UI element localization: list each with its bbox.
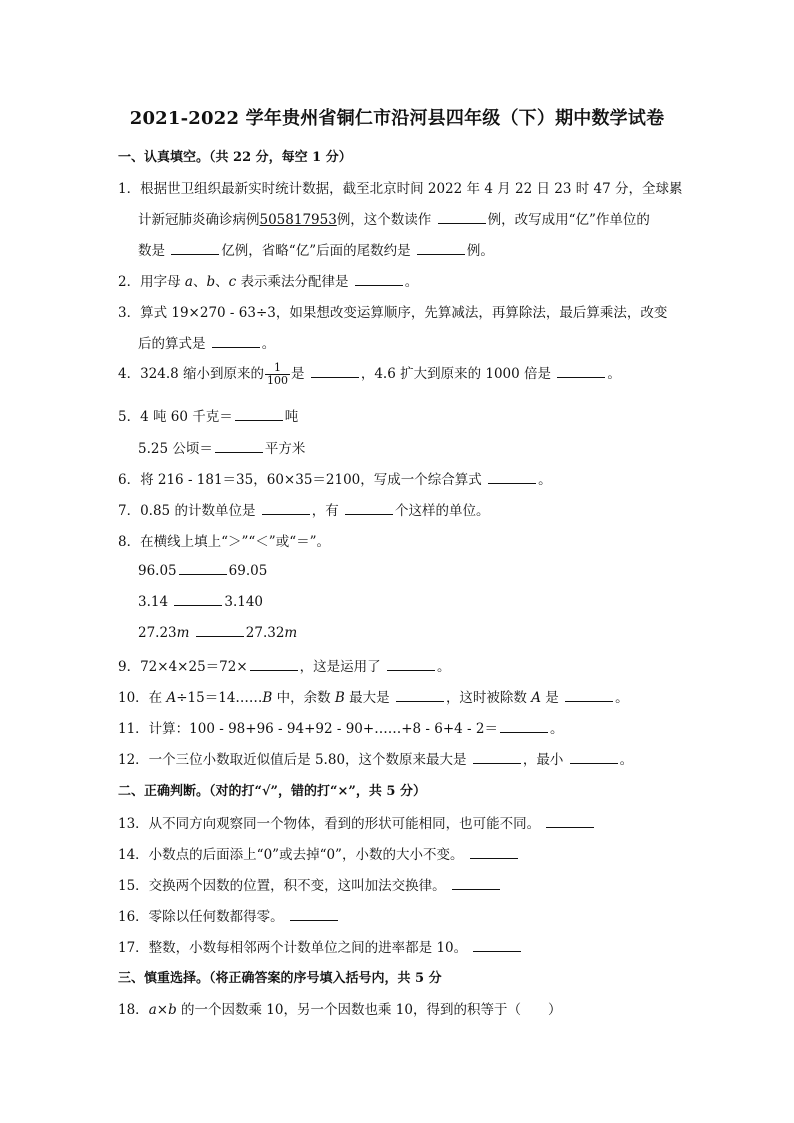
- answer-blank[interactable]: [196, 624, 244, 637]
- answer-blank[interactable]: [570, 751, 618, 764]
- q4-text: ，4.6 扩大到原来的 1000 倍是: [360, 366, 552, 382]
- compare-left: 96.05: [138, 563, 177, 579]
- answer-blank[interactable]: [290, 908, 338, 921]
- q4-text: 4．324.8 缩小到原来的: [118, 366, 265, 382]
- q12-text: 12．一个三位小数取近似值后是 5.80，这个数原来最大是: [118, 752, 467, 768]
- question-4: [118, 362, 621, 387]
- q12-end: 。: [619, 752, 634, 768]
- q4-text: 是: [291, 366, 305, 382]
- q17-text: 17．整数，小数每相邻两个计数单位之间的进率都是 10。: [118, 940, 468, 956]
- fraction-numerator: 1: [265, 362, 290, 375]
- q7-text: ，有: [311, 503, 339, 519]
- compare-right: 27.32: [245, 625, 285, 641]
- q1-text-a: 计新冠肺炎确诊病例: [138, 212, 260, 228]
- var-B: B: [334, 690, 345, 706]
- compare-left: 3.14: [138, 594, 169, 610]
- question-11: [118, 717, 563, 737]
- question-1-line-3: [138, 239, 494, 259]
- compare-left: 27.23: [138, 625, 177, 641]
- q10-text: 最大是: [344, 690, 390, 706]
- question-8-row-2: [138, 593, 263, 610]
- q5-text: 5.25 公顷＝: [138, 441, 213, 457]
- answer-blank[interactable]: [452, 877, 500, 890]
- question-8: 8．在横线上填上“＞”“＜”或“＝”。: [118, 534, 330, 550]
- q1-text-f: 例。: [466, 243, 494, 259]
- q3-end: 。: [261, 336, 276, 352]
- q6-text: 6．将 216 - 181＝35，60×35＝2100，写成一个综合算式: [118, 472, 482, 488]
- answer-blank[interactable]: [396, 689, 444, 702]
- answer-blank[interactable]: [250, 658, 298, 671]
- times-sign: ×: [156, 1002, 169, 1018]
- answer-blank[interactable]: [565, 689, 613, 702]
- fraction-denominator: 100: [267, 374, 289, 387]
- q9-text: ，这是运用了: [299, 659, 381, 675]
- q7-end: 个这样的单位。: [395, 503, 490, 519]
- section-1-heading: 一、认真填空。（共 22 分，每空 1 分）: [118, 150, 352, 165]
- compare-right: 69.05: [228, 563, 268, 579]
- q10-text: 是: [540, 690, 559, 706]
- question-14: [118, 843, 520, 863]
- q2-var-c: c: [228, 274, 237, 290]
- q1-case-number: 505817953: [259, 212, 337, 228]
- q5-unit: 吨: [284, 409, 299, 425]
- answer-blank[interactable]: [387, 658, 435, 671]
- var-A: A: [166, 690, 177, 706]
- var-A: A: [531, 690, 541, 706]
- q7-text: 7．0.85 的计数单位是: [118, 503, 256, 519]
- answer-blank[interactable]: [355, 273, 403, 286]
- answer-blank[interactable]: [262, 502, 310, 515]
- q11-text: 11．计算：100 - 98+96 - 94+92 - 90+……+8 - 6+4 - 2＝: [118, 721, 498, 737]
- q2-sep: 、: [215, 274, 229, 290]
- question-5-line-1: [118, 405, 298, 425]
- answer-blank[interactable]: [500, 720, 548, 733]
- q2-end: 。: [404, 274, 419, 290]
- answer-blank[interactable]: [174, 593, 222, 606]
- q5-unit: 平方米: [264, 441, 306, 457]
- q2-var-b: b: [206, 274, 216, 290]
- answer-blank[interactable]: [179, 562, 227, 575]
- fraction: [265, 362, 290, 387]
- answer-blank[interactable]: [171, 242, 219, 255]
- q2-sep: 、: [192, 274, 207, 290]
- question-8-row-3: [138, 624, 297, 641]
- question-5-line-2: [138, 437, 305, 457]
- question-1-line-1: 1．根据世卫组织最新实时统计数据，截至北京时间 2022 年 4 月 22 日 23 时 47 分，全球累: [118, 181, 683, 197]
- answer-blank[interactable]: [470, 846, 518, 859]
- q1-text-b: 例，这个数读作: [336, 212, 432, 228]
- answer-blank[interactable]: [488, 471, 536, 484]
- q18-text: 18．: [118, 1002, 149, 1018]
- question-12: [118, 748, 633, 768]
- compare-left-unit: m: [176, 625, 190, 641]
- question-7: [118, 499, 490, 519]
- q2-text: 2．用字母: [118, 274, 185, 290]
- q10-expression: ÷15＝14……: [176, 690, 263, 706]
- q4-end: 。: [607, 366, 621, 382]
- q13-text: 13．从不同方向观察同一个物体，看到的形状可能相同，也可能不同。: [118, 816, 541, 832]
- question-13: [118, 812, 596, 832]
- q9-end: 。: [436, 659, 451, 675]
- q11-end: 。: [549, 721, 564, 737]
- answer-blank[interactable]: [235, 408, 283, 421]
- q1-text-c: 例，改写成用“亿”作单位的: [487, 212, 650, 228]
- answer-blank[interactable]: [417, 242, 465, 255]
- q15-text: 15．交换两个因数的位置，积不变，这叫加法交换律。: [118, 878, 446, 894]
- q9-text: 9．72×4×25＝72×: [118, 659, 248, 675]
- q16-text: 16．零除以任何数都得零。: [118, 909, 284, 925]
- question-3-line-2: [138, 332, 275, 352]
- question-1-line-2: [138, 208, 650, 228]
- q2-var-a: a: [184, 274, 193, 290]
- answer-blank[interactable]: [212, 335, 260, 348]
- var-B: B: [262, 690, 273, 706]
- var-b: b: [168, 1002, 177, 1018]
- q10-end: 。: [615, 690, 629, 706]
- answer-blank[interactable]: [546, 815, 594, 828]
- section-2-heading: 二、正确判断。（对的打“√”，错的打“×”，共 5 分）: [118, 784, 426, 799]
- compare-right: 3.140: [224, 594, 264, 610]
- question-10: [118, 686, 629, 706]
- question-17: [118, 936, 523, 956]
- section-3-heading: 三、慎重选择。（将正确答案的序号填入括号内，共 5 分: [118, 971, 442, 986]
- question-16: [118, 905, 340, 925]
- question-9: [118, 655, 450, 675]
- question-3-line-1: 3．算式 19×270 - 63÷3，如果想改变运算顺序，先算减法，再算除法，最后算乘法，改变: [118, 305, 668, 321]
- q14-text: 14．小数点的后面添上“0”或去掉“0”，小数的大小不变。: [118, 847, 464, 863]
- q10-text: ，这时被除数: [445, 690, 532, 706]
- q6-end: 。: [538, 472, 552, 488]
- answer-blank[interactable]: [557, 365, 605, 378]
- q10-text: 中，余数: [272, 690, 335, 706]
- answer-blank[interactable]: [438, 211, 486, 224]
- answer-blank[interactable]: [473, 939, 521, 952]
- answer-blank[interactable]: [345, 502, 393, 515]
- q1-text-e: 亿例，省略“亿”后面的尾数约是: [221, 243, 411, 259]
- answer-blank[interactable]: [311, 365, 359, 378]
- question-15: [118, 874, 502, 894]
- compare-right-unit: m: [284, 625, 298, 641]
- page-title: 2021-2022 学年贵州省铜仁市沿河县四年级（下）期中数学试卷: [129, 108, 665, 129]
- question-8-row-1: [138, 562, 267, 579]
- q10-text: 10．在: [118, 690, 167, 706]
- q2-text: 表示乘法分配律是: [236, 274, 349, 290]
- question-2: [118, 270, 418, 290]
- q1-text-d: 数是: [138, 243, 165, 259]
- question-18: [118, 998, 561, 1018]
- var-a: a: [148, 1002, 157, 1018]
- q3-text: 后的算式是: [138, 336, 206, 352]
- question-6: [118, 468, 552, 488]
- q18-text: 的一个因数乘 10，另一个因数也乘 10，得到的积等于（ ）: [176, 1002, 562, 1018]
- answer-blank[interactable]: [473, 751, 521, 764]
- q5-text: 5．4 吨 60 千克＝: [118, 409, 233, 425]
- answer-blank[interactable]: [215, 440, 263, 453]
- q12-text: ，最小: [522, 752, 564, 768]
